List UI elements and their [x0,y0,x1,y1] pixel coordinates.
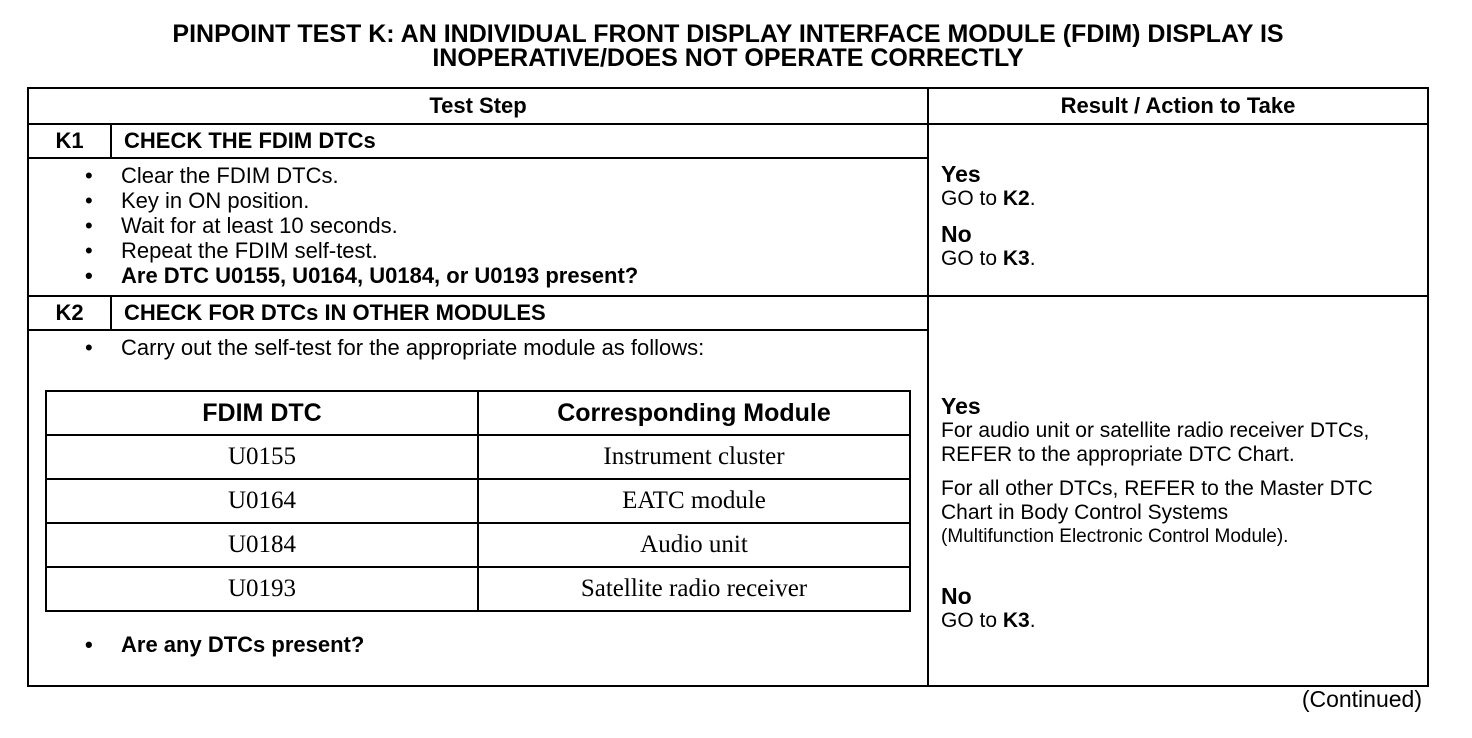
k1-no-label: No [941,221,972,247]
list-item: • Key in ON position. [121,188,927,213]
k2-no-action: GO to K3. [941,609,1036,632]
title-line-2: INOPERATIVE/DOES NOT OPERATE CORRECTLY [432,44,1024,72]
dtc-cell: U0155 [46,435,478,479]
k1-yes-label: Yes [941,161,981,187]
k2-no-link: K3 [1002,609,1030,632]
k1-yes-link: K2 [1002,187,1030,210]
step-number-k1: K1 [28,124,111,158]
dtc-cell: U0193 [46,567,478,611]
list-item: • Are any DTCs present? [121,632,927,657]
k1-bullet-list [29,163,927,288]
step-title-k1: CHECK THE FDIM DTCs [111,124,928,158]
list-item: • Carry out the self-test for the appropriate module as follows: [121,335,927,360]
k2-yes-text-1: For audio unit or satellite radio receiver DTCs, REFER to the appropriate DTC Chart. [941,419,1370,466]
module-cell: Audio unit [478,523,910,567]
table-row [46,479,910,523]
page-title [0,22,1456,70]
column-header-module: Corresponding Module [478,391,910,435]
list-item: • Clear the FDIM DTCs. [121,163,927,188]
header-test-step: Test Step [28,88,928,124]
k2-yes-text-3: (Multifunction Electronic Control Module). [941,526,1289,547]
table-row [46,567,910,611]
step-title-k2: CHECK FOR DTCs IN OTHER MODULES [111,296,928,330]
step-number-k2: K2 [28,296,111,330]
title-line-1: PINPOINT TEST K: AN INDIVIDUAL FRONT DISPLAY INTERFACE MODULE (FDIM) DISPLAY IS [172,20,1284,48]
k1-yes-text: GO to [941,187,1003,210]
list-item: • Wait for at least 10 seconds. [121,213,927,238]
k2-question-list [29,632,927,657]
table-row [46,435,910,479]
header-result: Result / Action to Take [928,88,1428,124]
k2-yes-text-2: For all other DTCs, REFER to the Master DTC Chart in Body Control Systems [941,477,1373,524]
step-body-k2 [28,330,928,686]
dtc-cell: U0164 [46,479,478,523]
module-cell: EATC module [478,479,910,523]
dtc-module-table [45,390,911,612]
result-k2 [928,296,1428,686]
list-item: • Repeat the FDIM self-test. [121,238,927,263]
k1-no-text: GO to [941,247,1003,270]
k1-no-action: GO to K3. [941,247,1036,270]
module-cell: Instrument cluster [478,435,910,479]
k2-no-label: No [941,583,972,609]
k1-yes-action: GO to K2. [941,187,1036,210]
list-item: • Are DTC U0155, U0164, U0184, or U0193 present? [121,263,927,288]
column-header-fdim-dtc: FDIM DTC [46,391,478,435]
k2-no-text: GO to [941,609,1003,632]
result-k1 [928,124,1428,296]
pinpoint-test-table [27,87,1429,687]
k2-yes-label: Yes [941,393,981,419]
k2-intro-list [29,335,927,360]
table-row [46,523,910,567]
module-cell: Satellite radio receiver [478,567,910,611]
k1-no-link: K3 [1002,247,1030,270]
step-body-k1 [28,158,928,296]
continued-label: (Continued) [1301,686,1422,712]
dtc-cell: U0184 [46,523,478,567]
